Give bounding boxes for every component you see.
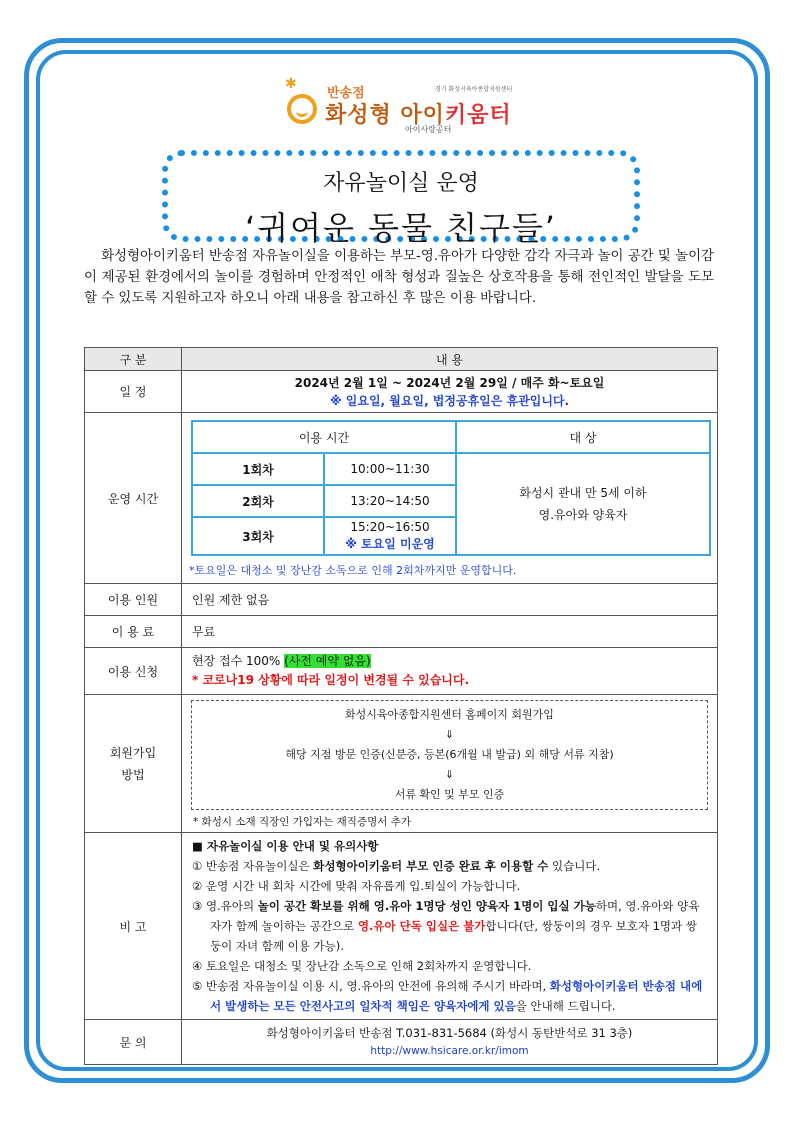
hours-inner-table <box>191 420 711 556</box>
hours-label: 운영 시간 <box>85 413 182 584</box>
membership-label-a: 회원가입 <box>109 745 157 760</box>
schedule-content <box>182 371 718 413</box>
remark5-b: 화성형아이키움터 반송점 내에서 발생하는 모든 안전사고의 일차적 책임은 양육자에게 있음 <box>210 979 703 1013</box>
intro-paragraph <box>84 246 714 309</box>
hours-row <box>85 413 718 584</box>
membership-label-b: 방법 <box>121 767 145 782</box>
remark3-b: 놀이 공간 확보를 위해 영.유아 1명당 성인 양육자 1명이 입실 가능 <box>257 899 596 913</box>
target-line2: 영.유아와 양육자 <box>538 508 628 522</box>
star-icon: ✱ <box>285 76 297 92</box>
membership-note: * 화성시 소재 직장인 가입자는 재직증명서 추가 <box>193 816 411 828</box>
remarks-heading: ■ 자유놀이실 이용 안내 및 유의사항 <box>192 839 379 853</box>
remarks-content <box>182 833 718 1020</box>
contact-url[interactable]: http://www.hsicare.or.kr/imom <box>370 1045 529 1057</box>
remark3-d: 영.유아 단독 입실은 불가 <box>357 919 486 933</box>
session-name: 3회차 <box>192 517 324 555</box>
remarks-label: 비 고 <box>85 833 182 1020</box>
apply-row <box>85 648 718 695</box>
session-name: 1회차 <box>192 453 324 485</box>
apply-warning: * 코로나19 상황에 따라 일정이 변경될 수 있습니다. <box>192 673 470 687</box>
remark-item-2: ② 운영 시간 내 회차 시간에 맞춰 자유롭게 입.퇴실이 가능합니다. <box>192 879 521 893</box>
logo-branch: 반송점 <box>327 86 365 101</box>
contact-row <box>85 1020 718 1065</box>
membership-steps <box>191 700 708 810</box>
logo-name-a: 화성형 아이 <box>325 103 445 128</box>
session-note: ※ 토요일 미운영 <box>345 537 435 551</box>
schedule-dates: 2024년 2월 1일 ~ 2024년 2월 29일 / 매주 화~토요일 <box>294 375 605 390</box>
membership-step2: 해당 지점 방문 인증(신분증, 등본(6개월 내 발급) 외 해당 서류 지참) <box>285 748 614 761</box>
down-arrow-icon: ⇓ <box>444 728 455 741</box>
fee-row <box>85 616 718 648</box>
membership-step1: 화성시육아종합지원센터 홈페이지 회원가입 <box>345 708 554 721</box>
capacity-label: 이용 인원 <box>85 584 182 616</box>
remark1-c: 있습니다. <box>548 859 601 873</box>
remark3-c: 하며, 영.유아와 양육자가 함께 놀이하는 공간으로 <box>210 899 700 933</box>
apply-content <box>182 648 718 695</box>
table-header-row <box>85 348 718 371</box>
remark-item-4: ④ 토요일은 대청소 및 장난감 소독으로 인해 2회차까지 운영합니다. <box>192 959 532 973</box>
hours-inner-header <box>192 421 710 453</box>
session-time: 10:00~11:30 <box>324 453 456 485</box>
remark5-a: ⑤ 반송점 자유놀이실 이용 시, 영.유아의 안전에 유의해 주시기 바라며, <box>192 979 550 993</box>
schedule-closed: ※ 일요일, 월요일, 법정공휴일은 휴관입니다. <box>329 393 570 408</box>
session-time: 13:20~14:50 <box>324 485 456 517</box>
capacity-row <box>85 584 718 616</box>
membership-step3: 서류 확인 및 부모 인증 <box>394 788 505 801</box>
membership-label <box>85 695 182 833</box>
membership-row <box>85 695 718 833</box>
fee-label: 이 용 료 <box>85 616 182 648</box>
remark-item-5 <box>192 976 707 1016</box>
session-time: 15:20~16:50 <box>350 520 430 534</box>
remark3-a: ③ 영.유아의 <box>192 899 258 913</box>
remarks-row <box>85 833 718 1020</box>
schedule-row <box>85 371 718 413</box>
hours-target <box>456 453 710 555</box>
intro-text: 화성형아이키움터 반송점 자유놀이실을 이용하는 부모-영.유아가 다양한 감각 자극과 놀이 공간 및 놀이감이 제공된 환경에서의 놀이를 경험하며 안정적인 애착 형성과 질높은 상호작용을 통해 전인적인 발달을 도모할 수 있도록 지원하고자 하오니 아래 내용을 참고하신 후 많은 이용 바랍니다. <box>84 249 714 306</box>
inner-header-time: 이용 시간 <box>192 421 456 453</box>
target-line1: 화성시 관내 만 5세 이하 <box>519 486 647 500</box>
down-arrow-icon: ⇓ <box>444 768 455 781</box>
header-col2: 내 용 <box>182 348 718 371</box>
contact-content <box>182 1020 718 1065</box>
logo-name-b: 키움터 <box>444 103 512 128</box>
remark1-a: ① 반송점 자유놀이실은 <box>192 859 314 873</box>
logo-org: 경기 화성시육아종합지원센터 <box>435 86 513 93</box>
remark5-c: 을 안내해 드립니다. <box>515 999 616 1013</box>
apply-value-a: 현장 접수 100% <box>192 654 285 668</box>
remark3-e: 합니다(단, 쌍둥이의 경우 보호자 1명과 쌍둥이 자녀 함께 이용 가능). <box>210 919 697 953</box>
smile-face-icon <box>287 94 317 124</box>
title-line1: 자유놀이실 운영 <box>323 171 479 196</box>
hours-content <box>182 413 718 584</box>
logo-sub: 아이사랑공터 <box>405 125 452 134</box>
title-line2: ‘귀여운 동물 친구들’ <box>245 209 557 247</box>
logo <box>285 78 525 138</box>
contact-line: 화성형아이키움터 반송점 T.031-831-5684 (화성시 동탄반석로 31 3층) <box>266 1026 633 1040</box>
apply-highlight: (사전 예약 없음) <box>284 654 371 668</box>
remark-item-3 <box>192 896 707 956</box>
session-row <box>192 453 710 485</box>
remark1-b: 화성형아이키움터 부모 인증 완료 후 이용할 수 <box>313 859 549 873</box>
apply-label: 이용 신청 <box>85 648 182 695</box>
capacity-value: 인원 제한 없음 <box>182 584 718 616</box>
session-time-cell <box>324 517 456 555</box>
info-table <box>84 347 718 1065</box>
header-col1: 구 분 <box>85 348 182 371</box>
hours-footnote: *토요일은 대청소 및 장난감 소독으로 인해 2회차까지만 운영합니다. <box>189 564 517 577</box>
contact-label: 문 의 <box>85 1020 182 1065</box>
inner-header-target: 대 상 <box>456 421 710 453</box>
remark-item-1 <box>192 856 707 876</box>
apply-value <box>192 652 707 671</box>
title-box <box>162 150 640 247</box>
membership-content <box>182 695 718 833</box>
schedule-label: 일 정 <box>85 371 182 413</box>
fee-value: 무료 <box>182 616 718 648</box>
session-name: 2회차 <box>192 485 324 517</box>
